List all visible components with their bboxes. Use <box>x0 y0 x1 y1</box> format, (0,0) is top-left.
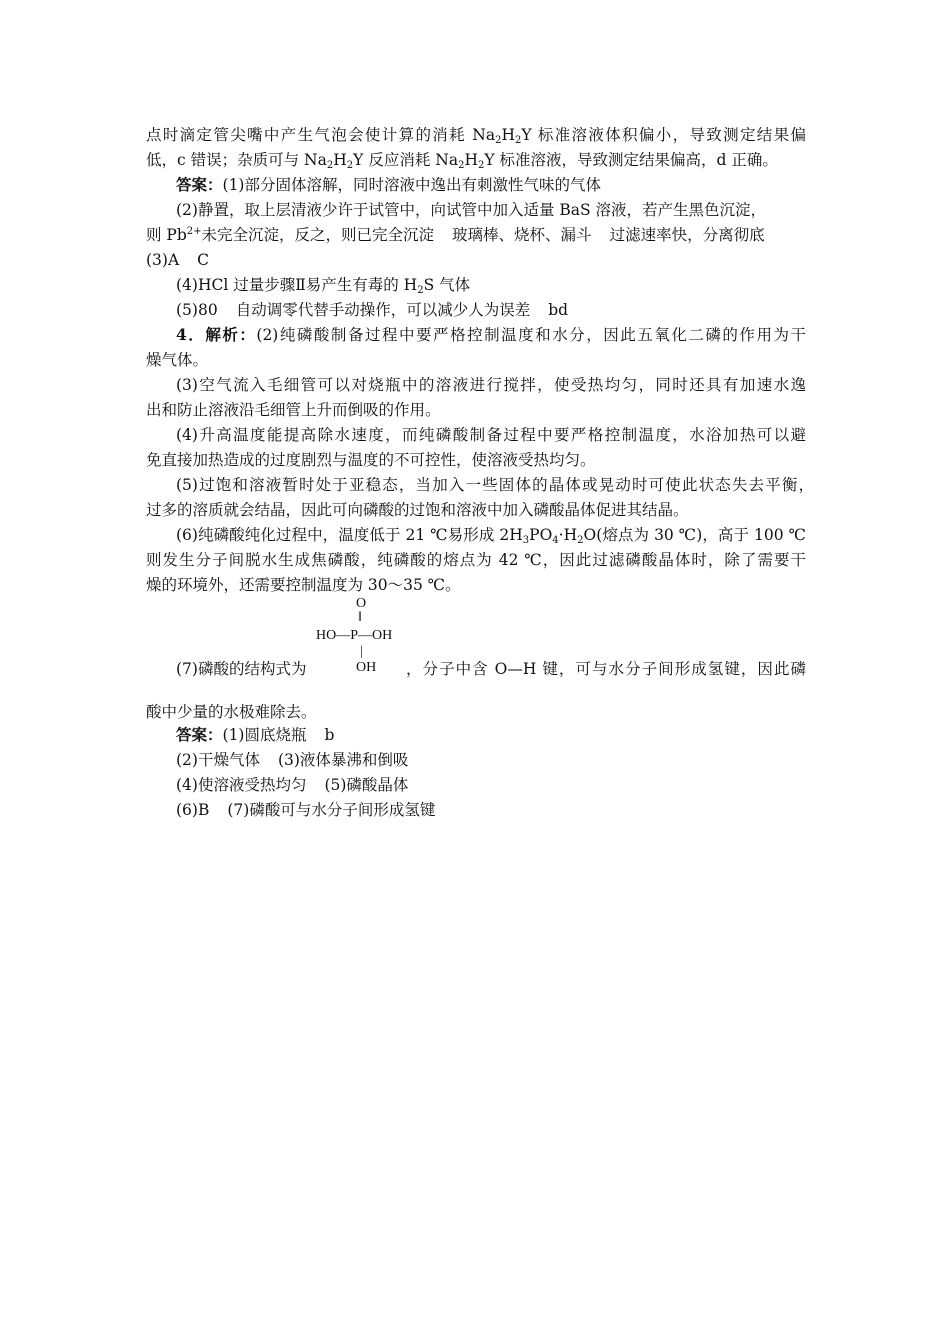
analysis-line-6c: 燥的环境外，还需要控制温度为 30～35 ℃。 <box>146 576 461 594</box>
answer2-line-2: (2)干燥气体 (3)液体暴沸和倒吸 <box>176 751 409 769</box>
analysis-line-4a: (4)升高温度能提高除水速度，而纯磷酸制备过程中要严格控制温度，水浴加热可以避 <box>176 426 806 444</box>
answer-line-3: (3)A C <box>146 251 210 269</box>
answer2-line-4: (6)B (7)磷酸可与水分子间形成氢键 <box>176 801 436 819</box>
analysis-line-1b: 燥气体。 <box>146 351 209 369</box>
phosphoric-acid-structure <box>310 596 420 678</box>
analysis-line-7a-right: ，分子中含 O—H 键，可与水分子间形成氢键，因此磷 <box>406 660 806 678</box>
analysis-line-1a: 4．解析：(2)纯磷酸制备过程中要严格控制温度和水分，因此五氧化二磷的作用为干 <box>176 325 806 344</box>
answer2-line-3: (4)使溶液受热均匀 (5)磷酸晶体 <box>176 776 409 794</box>
answer-line-1: 答案：(1)部分固体溶解，同时溶液中逸出有刺激性气味的气体 <box>176 175 601 194</box>
answer2-line-1: 答案：(1)圆底烧瓶 b <box>176 725 335 744</box>
answer-line-5: (5)80 自动调零代替手动操作，可以减少人为误差 bd <box>176 301 569 319</box>
answer-line-2b: 则 $Pb^{2+}$未完全沉淀，反之，则已完全沉淀 玻璃棒、烧杯、漏斗 过滤速率快，分离彻底 <box>146 226 765 244</box>
structure-oh-bottom: OH <box>356 660 377 675</box>
analysis-line-4b: 免直接加热造成的过度剧烈与温度的不可控性，使溶液受热均匀。 <box>146 451 596 469</box>
analysis-line-6b: 则发生分子间脱水生成焦磷酸，纯磷酸的熔点为 42 ℃，因此过滤磷酸晶体时，除了需要干 <box>146 551 806 569</box>
text-line-2: 低，c 错误；杂质可与 $Na_2H_2Y$ 反应消耗 $Na_2H_2Y$ 标准溶液，导致测定结果偏高，d 正确。 <box>146 151 778 171</box>
analysis-line-7a-left: (7)磷酸的结构式为 <box>176 660 307 678</box>
analysis-line-5a: (5)过饱和溶液暂时处于亚稳态，当加入一些固体的晶体或晃动时可使此状态失去平衡， <box>176 476 814 494</box>
analysis-line-6a: (6)纯磷酸纯化过程中，温度低于 21 ℃易形成 $2H_3PO_4\cdot H_2O$(熔点为 30 ℃)，高于 100 ℃ <box>176 526 806 546</box>
analysis-line-3a: (3)空气流入毛细管可以对烧瓶中的溶液进行搅拌，使受热均匀，同时还具有加速水逸 <box>176 376 806 394</box>
answer-line-4: (4)HCl 过量步骤Ⅱ易产生有毒的 $H_2S$ 气体 <box>176 276 471 296</box>
text-line-1: 点时滴定管尖嘴中产生气泡会使计算的消耗 $Na_2H_2Y$ 标准溶液体积偏小，导致测定结果偏 <box>146 126 806 146</box>
analysis-line-7c: 酸中少量的水极难除去。 <box>146 703 317 721</box>
analysis-line-5b: 过多的溶质就会结晶，因此可向磷酸的过饱和溶液中加入磷酸晶体促进其结晶。 <box>146 501 689 519</box>
structure-o-top: O <box>356 596 367 611</box>
analysis-line-3b: 出和防止溶液沿毛细管上升而倒吸的作用。 <box>146 401 441 419</box>
structure-ho-p-oh: HO—P—OH <box>316 628 393 643</box>
structure-single-bond: | <box>360 644 363 659</box>
structure-double-bond: ‖ <box>358 610 362 625</box>
answer-line-2a: (2)静置，取上层清液少许于试管中，向试管中加入适量 BaS 溶液，若产生黑色沉淀， <box>176 201 767 219</box>
